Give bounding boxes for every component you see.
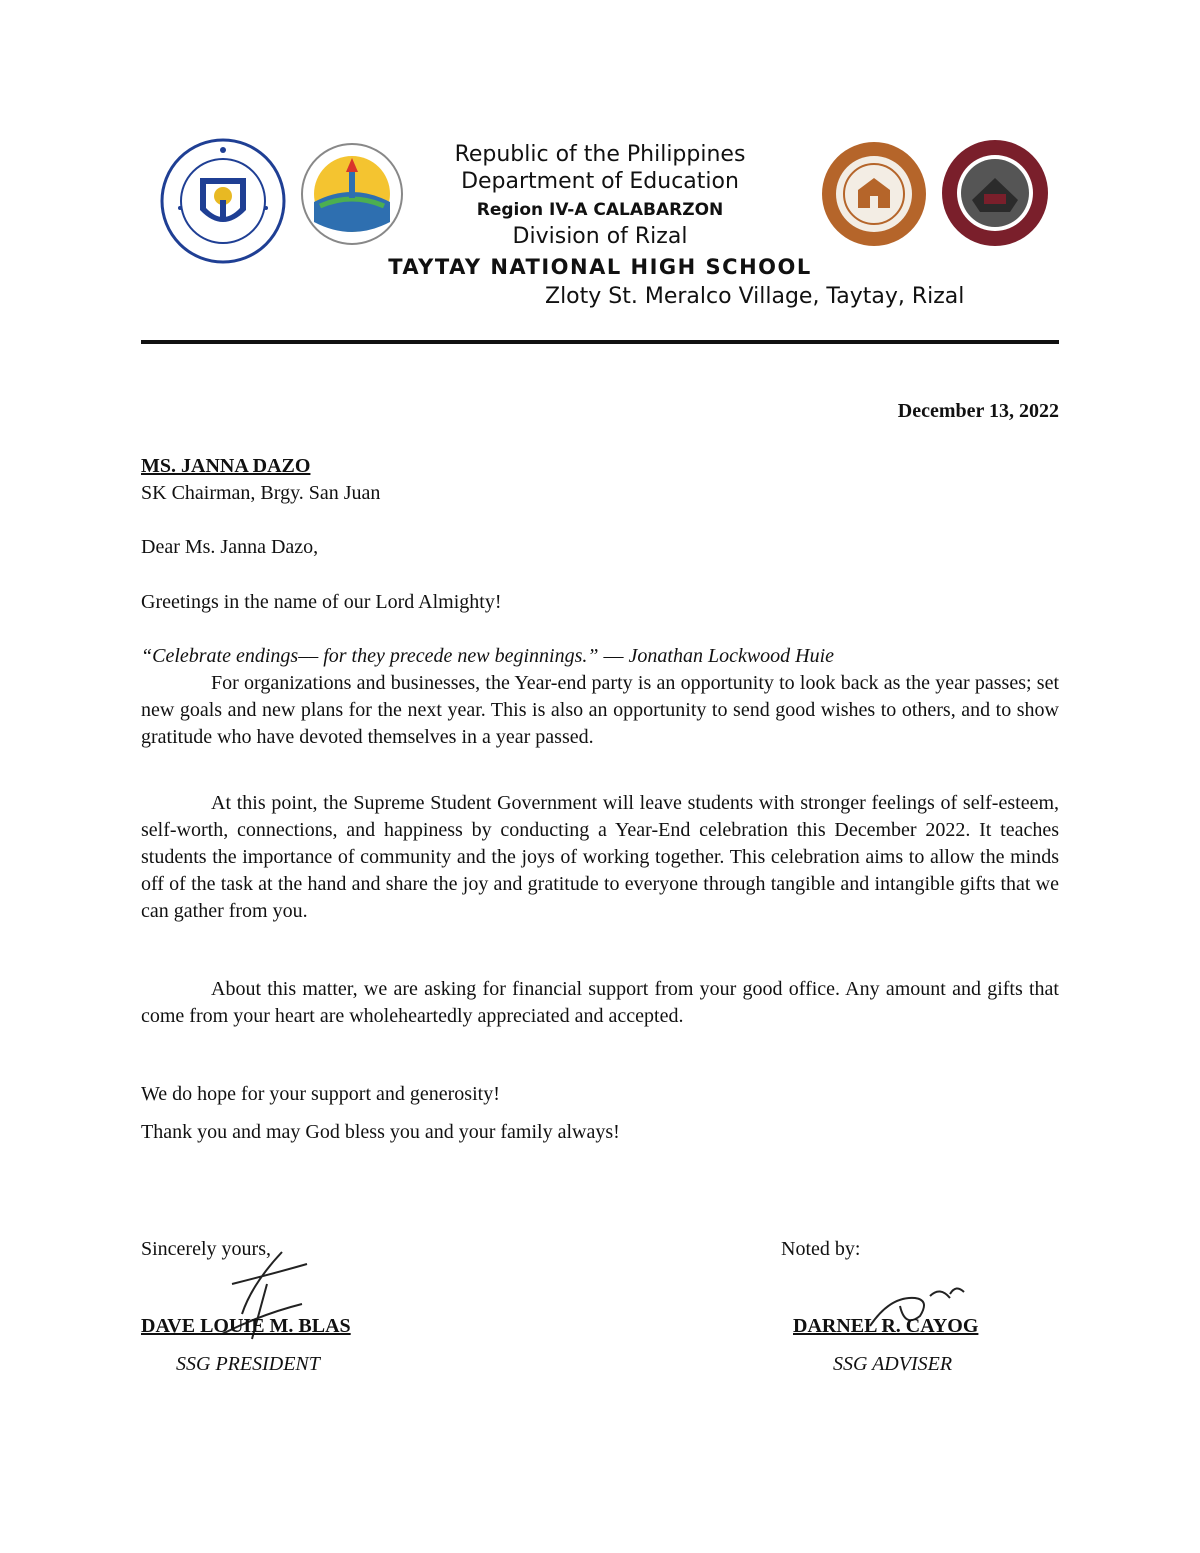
signatory-1-name: DAVE LOUIE M. BLAS xyxy=(141,1315,351,1337)
header-region: Region IV-A CALABARZON xyxy=(476,200,724,220)
signatory-2-role: SSG ADVISER xyxy=(833,1353,953,1375)
paragraph-3: About this matter, we are asking for financial support from your good office. Any amount and gifts that come from your heart are wholeheartedly appreciated and accepted. xyxy=(141,978,1059,1027)
thanks-line: Thank you and may God bless you and your family always! xyxy=(141,1121,620,1143)
closing: Sincerely yours, xyxy=(141,1238,271,1260)
header-republic: Republic of the Philippines xyxy=(454,142,746,167)
header-divider xyxy=(141,340,1059,344)
noted-by: Noted by: xyxy=(781,1238,861,1260)
letter-date: December 13, 2022 xyxy=(897,400,1059,422)
signatory-1-role: SSG PRESIDENT xyxy=(176,1353,320,1375)
greeting: Greetings in the name of our Lord Almighty! xyxy=(141,591,502,613)
salutation: Dear Ms. Janna Dazo, xyxy=(141,536,319,558)
header-department: Department of Education xyxy=(461,169,739,194)
header-division: Division of Rizal xyxy=(512,224,688,249)
quote: “Celebrate endings–– for they precede new beginnings.” –– Jonathan Lockwood Huie xyxy=(141,645,835,667)
header-address: Zloty St. Meralco Village, Taytay, Rizal xyxy=(545,284,965,309)
recipient-title: SK Chairman, Brgy. San Juan xyxy=(141,482,381,504)
signatory-2-name: DARNEL R. CAYOG xyxy=(793,1315,979,1337)
paragraph-1: For organizations and businesses, the Year-end party is an opportunity to look back as the year passes; set new goals and new plans for the next year. This is also an opportunity to send good wishes to others, and to show gratitude who have devoted themselves in a year passed. xyxy=(141,672,1059,748)
header-school-name: TAYTAY NATIONAL HIGH SCHOOL xyxy=(388,255,812,279)
hope-line: We do hope for your support and generosity! xyxy=(141,1083,500,1105)
paragraph-2: At this point, the Supreme Student Government will leave students with stronger feelings of self-esteem, self-worth, connections, and happiness by conducting a Year-End celebration this December 2022. It teaches students the importance of community and the joys of working together. This celebration aims to allow the minds off of the task at the hand and share the joy and gratitude to everyone through tangible and intangible gifts that we can gather from you. xyxy=(141,792,1059,922)
recipient-name: MS. JANNA DAZO xyxy=(141,455,311,477)
